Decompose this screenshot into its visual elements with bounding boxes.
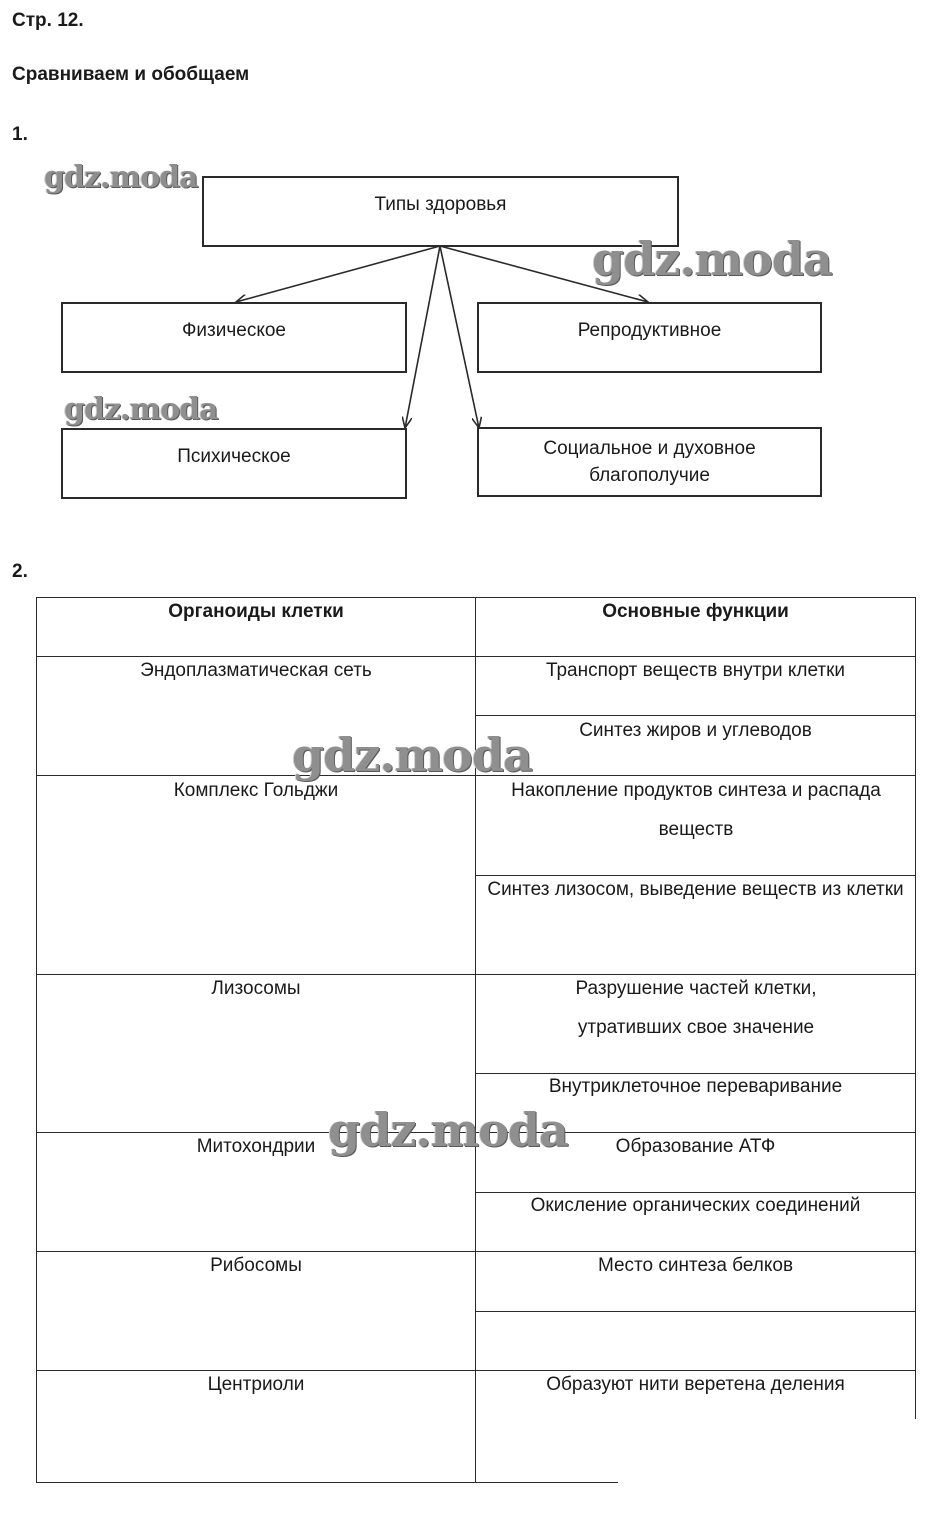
watermark: gdz.moda	[44, 160, 198, 195]
task1-number: 1.	[12, 124, 28, 145]
task2-number: 2.	[12, 561, 28, 582]
diagram-node-physical	[61, 302, 407, 373]
organelle-cell: Эндоплазматическая сеть	[140, 660, 372, 681]
diagram-node-social	[477, 427, 822, 497]
function-cell: Окисление органических соединений	[530, 1195, 861, 1216]
table-header-functions: Основные функции	[602, 601, 789, 622]
function-cell: Синтез лизосом, выведение веществ из клетки	[487, 879, 904, 900]
organelle-cell: Комплекс Гольджи	[173, 780, 339, 801]
watermark: gdz.moda	[292, 728, 532, 782]
function-cell: Разрушение частей клетки, утративших свое значение	[575, 978, 817, 1038]
organelle-cell: Митохондрии	[196, 1136, 316, 1157]
diagram-node-reproductive	[477, 302, 822, 373]
diagram-root-label: Типы здоровья	[374, 194, 507, 215]
function-cell: Место синтеза белков	[597, 1255, 794, 1276]
function-cell: Транспорт веществ внутри клетки	[545, 660, 846, 681]
arrow-social	[440, 246, 479, 428]
organelle-cell: Рибосомы	[210, 1255, 302, 1276]
watermark: gdz.moda	[64, 392, 218, 427]
function-cell: Образование АТФ	[615, 1136, 776, 1157]
diagram-node-mental	[61, 428, 407, 499]
function-cell: Синтез жиров и углеводов	[579, 720, 812, 741]
watermark: gdz.moda	[328, 1103, 568, 1157]
node-label: Социальное и духовное благополучие	[543, 438, 756, 486]
page-label: Стр. 12.	[12, 10, 84, 31]
organelle-cell: Центриоли	[207, 1374, 305, 1395]
section-title: Сравниваем и обобщаем	[12, 64, 250, 85]
arrow-mental	[405, 246, 440, 428]
function-cell: Образуют нити веретена деления	[546, 1374, 845, 1395]
arrow-physical	[236, 246, 440, 302]
function-cell: Внутриклеточное переваривание	[548, 1076, 843, 1097]
node-label: Психическое	[177, 446, 291, 467]
node-label: Репродуктивное	[577, 320, 722, 341]
watermark: gdz.moda	[592, 232, 832, 286]
table-header-organelle: Органоиды клетки	[168, 601, 344, 622]
organelle-cell: Лизосомы	[211, 978, 301, 999]
function-cell: Накопление продуктов синтеза и распада веществ	[511, 780, 881, 840]
node-label: Физическое	[181, 320, 286, 341]
